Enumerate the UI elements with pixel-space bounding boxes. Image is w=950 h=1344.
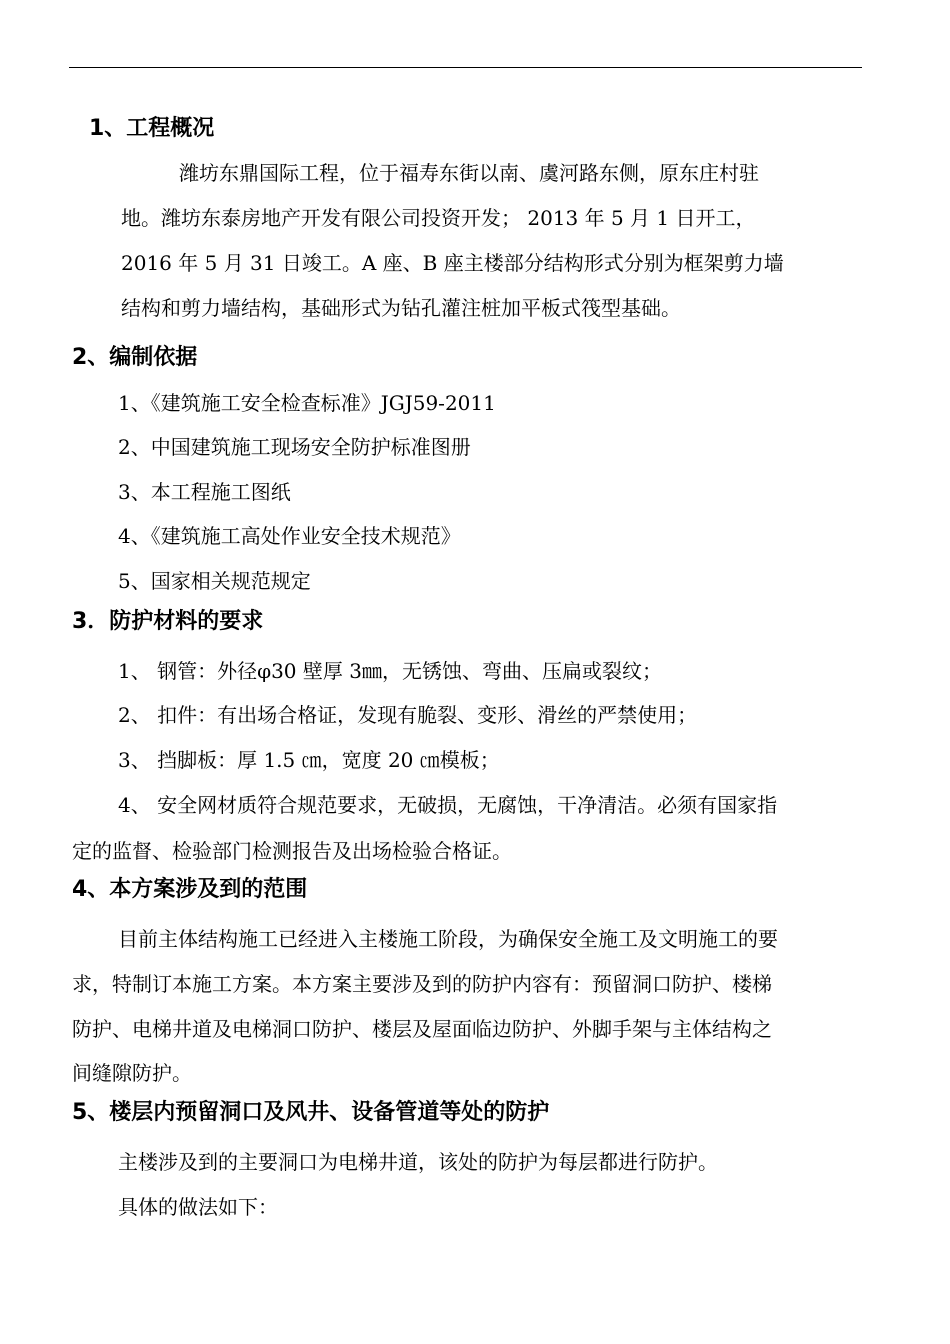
- section-2-item-5: 5、国家相关规范规定: [118, 569, 311, 593]
- section-2-item-3: 3、本工程施工图纸: [118, 480, 291, 504]
- section-3-heading: 3．防护材料的要求: [72, 609, 264, 634]
- section-1-line-2: 地。潍坊东泰房地产开发有限公司投资开发； 2013 年 5 月 1 日开工，: [121, 206, 756, 230]
- section-2-heading: 2、编制依据: [72, 345, 198, 370]
- section-2-item-4: 4、《建筑施工高处作业安全技术规范》: [118, 524, 461, 548]
- section-3-item-3: 3、 挡脚板：厚 1.5 ㎝，宽度 20 ㎝模板；: [118, 748, 500, 772]
- section-3-item-4-cont: 定的监督、检验部门检测报告及出场检验合格证。: [72, 839, 512, 863]
- section-4-line-3: 防护、电梯井道及电梯洞口防护、楼层及屋面临边防护、外脚手架与主体结构之: [72, 1017, 772, 1041]
- section-5-line-1: 主楼涉及到的主要洞口为电梯井道，该处的防护为每层都进行防护。: [118, 1150, 718, 1174]
- section-3-item-4: 4、 安全网材质符合规范要求，无破损，无腐蚀，干净清洁。必须有国家指: [118, 793, 778, 817]
- section-2-item-1: 1、《建筑施工安全检查标准》JGJ59-2011: [118, 391, 496, 415]
- section-2-item-2: 2、中国建筑施工现场安全防护标准图册: [118, 435, 471, 459]
- section-1-heading: 1、工程概况: [89, 116, 215, 141]
- header-rule: [69, 67, 862, 68]
- section-3-item-1: 1、 钢管：外径φ30 壁厚 3㎜，无锈蚀、弯曲、压扁或裂纹；: [118, 659, 662, 683]
- section-1-line-3: 2016 年 5 月 31 日竣工。A 座、B 座主楼部分结构形式分别为框架剪力墙: [121, 251, 784, 275]
- section-4-heading: 4、本方案涉及到的范围: [72, 877, 308, 902]
- section-4-line-1: 目前主体结构施工已经进入主楼施工阶段，为确保安全施工及文明施工的要: [118, 927, 778, 951]
- section-4-line-4: 间缝隙防护。: [72, 1061, 192, 1085]
- section-1-line-4: 结构和剪力墙结构，基础形式为钻孔灌注桩加平板式筏型基础。: [121, 296, 681, 320]
- section-4-line-2: 求，特制订本施工方案。本方案主要涉及到的防护内容有：预留洞口防护、楼梯: [72, 972, 772, 996]
- section-3-item-2: 2、 扣件：有出场合格证，发现有脆裂、变形、滑丝的严禁使用；: [118, 703, 698, 727]
- section-5-heading: 5、楼层内预留洞口及风井、设备管道等处的防护: [72, 1100, 550, 1125]
- section-1-line-1: 潍坊东鼎国际工程，位于福寿东街以南、虞河路东侧，原东庄村驻: [179, 161, 759, 185]
- section-5-line-2: 具体的做法如下：: [118, 1195, 278, 1219]
